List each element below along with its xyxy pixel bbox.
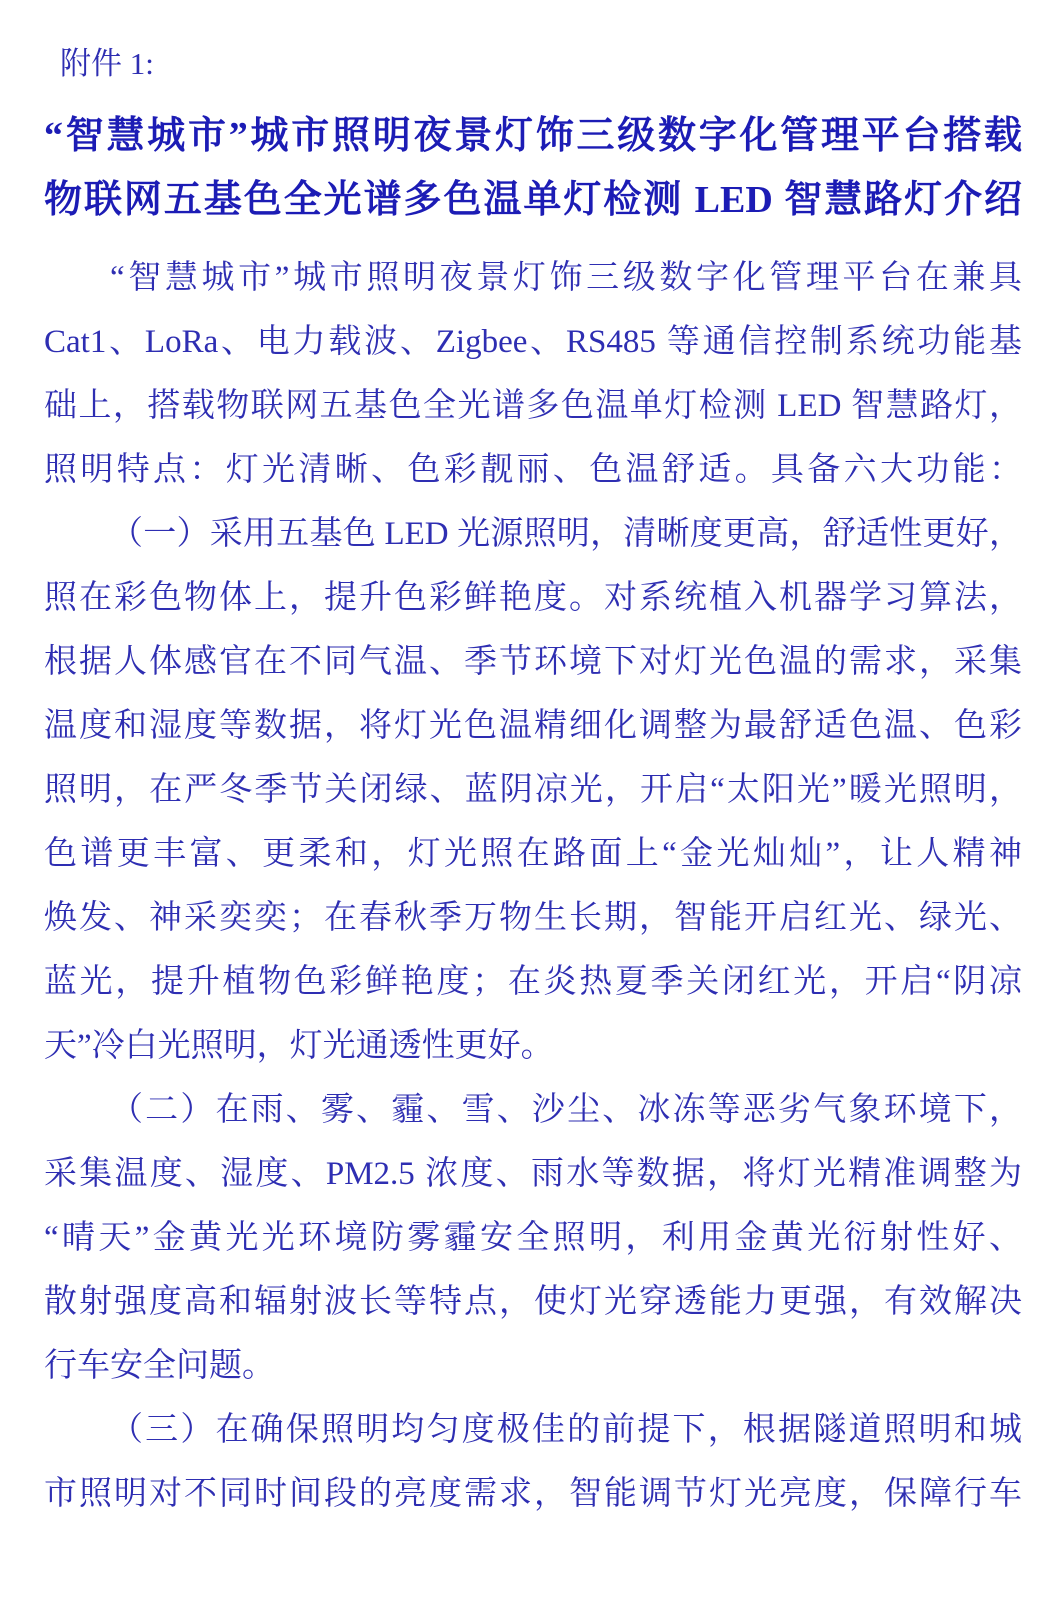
document-title bbox=[44, 104, 1022, 232]
body-line: 根据人体感官在不同气温、季节环境下对灯光色温的需求，采集 bbox=[44, 643, 1022, 680]
body-line: 蓝光，提升植物色彩鲜艳度；在炎热夏季关闭红光，开启“阴凉 bbox=[44, 963, 1022, 1000]
body-line: 照明特点：灯光清晰、色彩靓丽、色温舒适。具备六大功能： bbox=[44, 451, 1022, 488]
body-line: （一）采用五基色 LED 光源照明，清晰度更高，舒适性更好， bbox=[110, 515, 1022, 552]
title-line: 物联网五基色全光谱多色温单灯检测 LED 智慧路灯介绍 bbox=[44, 178, 1022, 221]
body-line: 市照明对不同时间段的亮度需求，智能调节灯光亮度，保障行车 bbox=[44, 1475, 1022, 1512]
document-body bbox=[44, 246, 1022, 1526]
body-line: 采集温度、湿度、PM2.5 浓度、雨水等数据，将灯光精准调整为 bbox=[44, 1155, 1022, 1192]
body-line: 照明，在严冬季节关闭绿、蓝阴凉光，开启“太阳光”暖光照明， bbox=[44, 771, 1022, 808]
body-line: 温度和湿度等数据，将灯光色温精细化调整为最舒适色温、色彩 bbox=[44, 707, 1022, 744]
body-line: 础上，搭载物联网五基色全光谱多色温单灯检测 LED 智慧路灯， bbox=[44, 387, 1022, 424]
body-line: “智慧城市”城市照明夜景灯饰三级数字化管理平台在兼具 bbox=[110, 259, 1022, 296]
body-line: 照在彩色物体上，提升色彩鲜艳度。对系统植入机器学习算法， bbox=[44, 579, 1022, 616]
body-line: 天”冷白光照明，灯光通透性更好。 bbox=[44, 1027, 554, 1064]
body-line: 焕发、神采奕奕；在春秋季万物生长期，智能开启红光、绿光、 bbox=[44, 899, 1022, 936]
body-line: 散射强度高和辐射波长等特点，使灯光穿透能力更强，有效解决 bbox=[44, 1283, 1022, 1320]
body-line: 行车安全问题。 bbox=[44, 1347, 275, 1384]
body-line: （二）在雨、雾、霾、雪、沙尘、冰冻等恶劣气象环境下， bbox=[110, 1091, 1022, 1128]
body-line: Cat1、LoRa、电力载波、Zigbee、RS485 等通信控制系统功能基 bbox=[44, 323, 1022, 360]
attachment-label: 附件 1: bbox=[60, 46, 154, 81]
title-line: “智慧城市”城市照明夜景灯饰三级数字化管理平台搭载 bbox=[44, 114, 1022, 157]
body-line: 色谱更丰富、更柔和，灯光照在路面上“金光灿灿”，让人精神 bbox=[44, 835, 1022, 872]
body-line: （三）在确保照明均匀度极佳的前提下，根据隧道照明和城 bbox=[110, 1411, 1022, 1448]
body-line: “晴天”金黄光光环境防雾霾安全照明，利用金黄光衍射性好、 bbox=[44, 1219, 1022, 1256]
